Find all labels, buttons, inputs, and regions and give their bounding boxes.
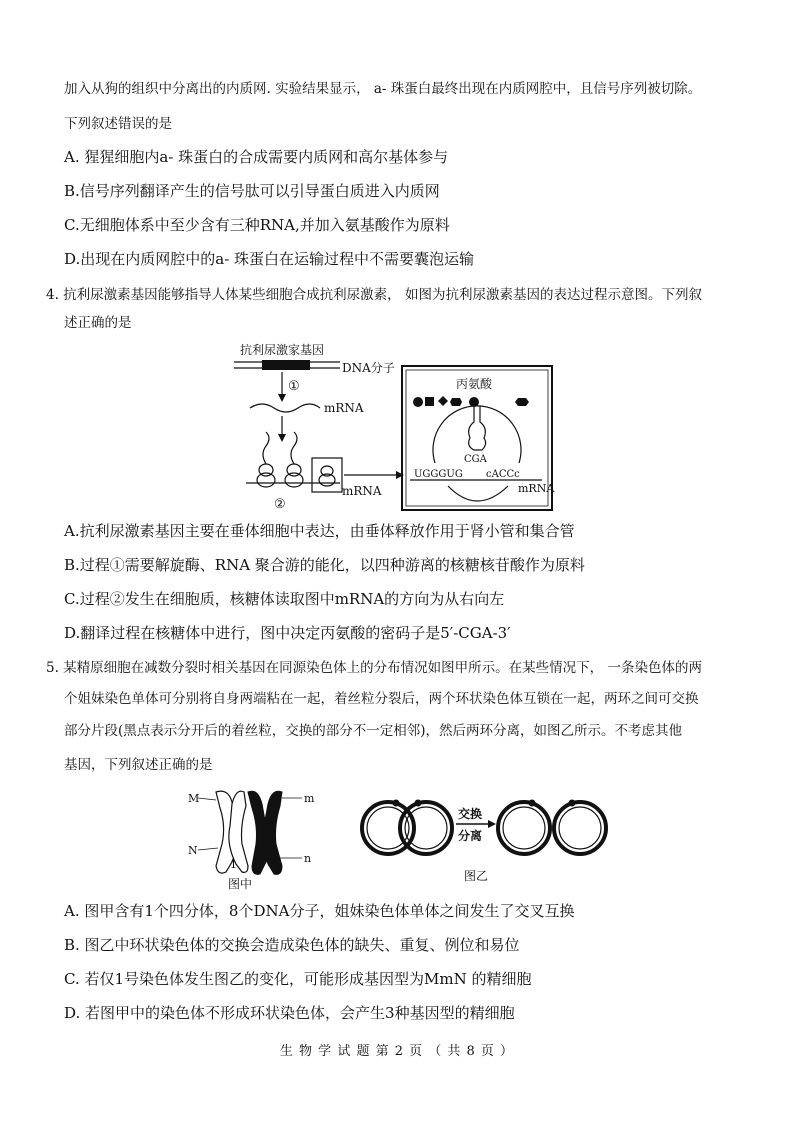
- q4-option-d: D.翻译过程在核糖体中进行，图中决定丙氨酸的密码子是5′-CGA-3′: [64, 624, 511, 642]
- q3-option-c: C.无细胞体系中至少含有三种RNA,并加入氨基酸作为原料: [64, 216, 450, 234]
- chromosome-number-1: 1: [230, 858, 237, 871]
- chromosome-number-2: 2: [256, 858, 263, 871]
- q4-option-a: A.抗利尿激素基因主要在垂体细胞中表达，由垂体释放作用于肾小管和集合管: [64, 522, 575, 540]
- gene-N: N: [188, 844, 198, 857]
- anticodon: CGA: [464, 454, 487, 465]
- q5-option-b: B. 图乙中环状染色体的交换会造成染色体的缺失、重复、例位和易位: [64, 936, 520, 954]
- gene-M: M: [188, 792, 200, 805]
- ribosome-detail-box: [402, 366, 555, 510]
- q5-stem-line3: 部分片段(黑点表示分开后的着丝粒，交换的部分不一定相邻)，然后两环分离，如图乙所示。不考虑其他: [64, 723, 683, 739]
- q5-stem-line1: 5. 某精原细胞在减数分裂时相关基因在同源染色体上的分布情况如图甲所示。在某些情况下， 一条染色体的两: [46, 660, 702, 676]
- mrna-label-box: mRNA: [518, 482, 555, 495]
- q5-stem-line4: 基因，下列叙述正确的是: [64, 757, 213, 773]
- q4-option-b: B.过程①需要解旋酶、RNA 聚合游的能化，以四种游离的核糖核苷酸作为原料: [64, 556, 585, 574]
- q4-stem-line1: 4. 抗利尿激素基因能够指导人体某些细胞合成抗利尿激素， 如图为抗利尿激素基因的表达过程示意图。下列叙: [46, 287, 702, 303]
- mrna-label-top: mRNA: [324, 401, 364, 415]
- q5-figure-yi: [352, 786, 612, 886]
- q3-stem-cont: 加入从狗的组织中分离出的内质网. 实验结果显示， a- 珠蛋白最终出现在内质网腔中，且信号序列被切除。: [64, 81, 702, 97]
- page-footer: 生 物 学 试 题 第 2 页 （ 共 8 页 ）: [279, 1044, 515, 1059]
- separated-rings: [498, 802, 606, 854]
- q5-figure-jia: [186, 782, 326, 892]
- mrna-strand: [250, 404, 320, 412]
- mrna-seq-right: cACCc: [486, 469, 520, 480]
- q4-option-c: C.过程②发生在细胞质，核糖体读取图中mRNA的方向为从右向左: [64, 590, 505, 608]
- mrna-label-bottom: mRNA: [342, 484, 382, 498]
- q5-stem-line2: 个姐妹染色单体可分别将自身两端粘在一起，着丝粒分裂后，两个环状染色体互锁在一起，两环之间可交换: [64, 691, 699, 707]
- step2-marker: ②: [274, 497, 286, 512]
- interlocked-rings: [362, 802, 452, 854]
- gene-m: m: [304, 792, 315, 805]
- q4-gene-expression-figure: [230, 338, 560, 513]
- mrna-seq-left: UGGGUG: [414, 469, 463, 480]
- chromosome-2: [248, 791, 282, 874]
- fig-yi-caption: 图乙: [464, 869, 489, 883]
- q3-option-a: A. 猩猩细胞内a- 珠蛋白的合成需要内质网和高尔基体参与: [64, 148, 449, 166]
- gene-label: 抗利尿激家基因: [240, 343, 325, 357]
- q4-stem-line2: 述正确的是: [64, 315, 132, 331]
- q3-option-b: B.信号序列翻译产生的信号肽可以引导蛋白质进入内质网: [64, 182, 440, 200]
- fig-jia-caption: 图中: [228, 877, 253, 891]
- q5-option-d: D. 若图甲中的染色体不形成环状染色体，会产生3种基因型的精细胞: [64, 1004, 515, 1022]
- zoom-box-small: [312, 458, 342, 492]
- dna-molecule: [234, 360, 340, 370]
- alanine-label: 丙氨酸: [456, 377, 493, 391]
- q3-option-d: D.出现在内质网腔中的a- 珠蛋白在运输过程中不需要囊泡运输: [64, 250, 475, 268]
- q5-option-c: C. 若仅1号染色体发生图乙的变化，可能形成基因型为MmN 的精细胞: [64, 970, 532, 988]
- arrow-label-separate: 分离: [458, 829, 483, 843]
- gene-n: n: [304, 852, 312, 865]
- q5-option-a: A. 图甲含有1个四分体，8个DNA分子，姐妹染色体单体之间发生了交叉互换: [64, 902, 575, 920]
- arrow-label-exchange: 交换: [458, 807, 483, 821]
- q3-stem-question: 下列叙述错误的是: [64, 116, 172, 132]
- step1-marker: ①: [288, 379, 300, 394]
- polyribosome: [246, 432, 340, 487]
- dna-label: DNA分子: [342, 361, 395, 375]
